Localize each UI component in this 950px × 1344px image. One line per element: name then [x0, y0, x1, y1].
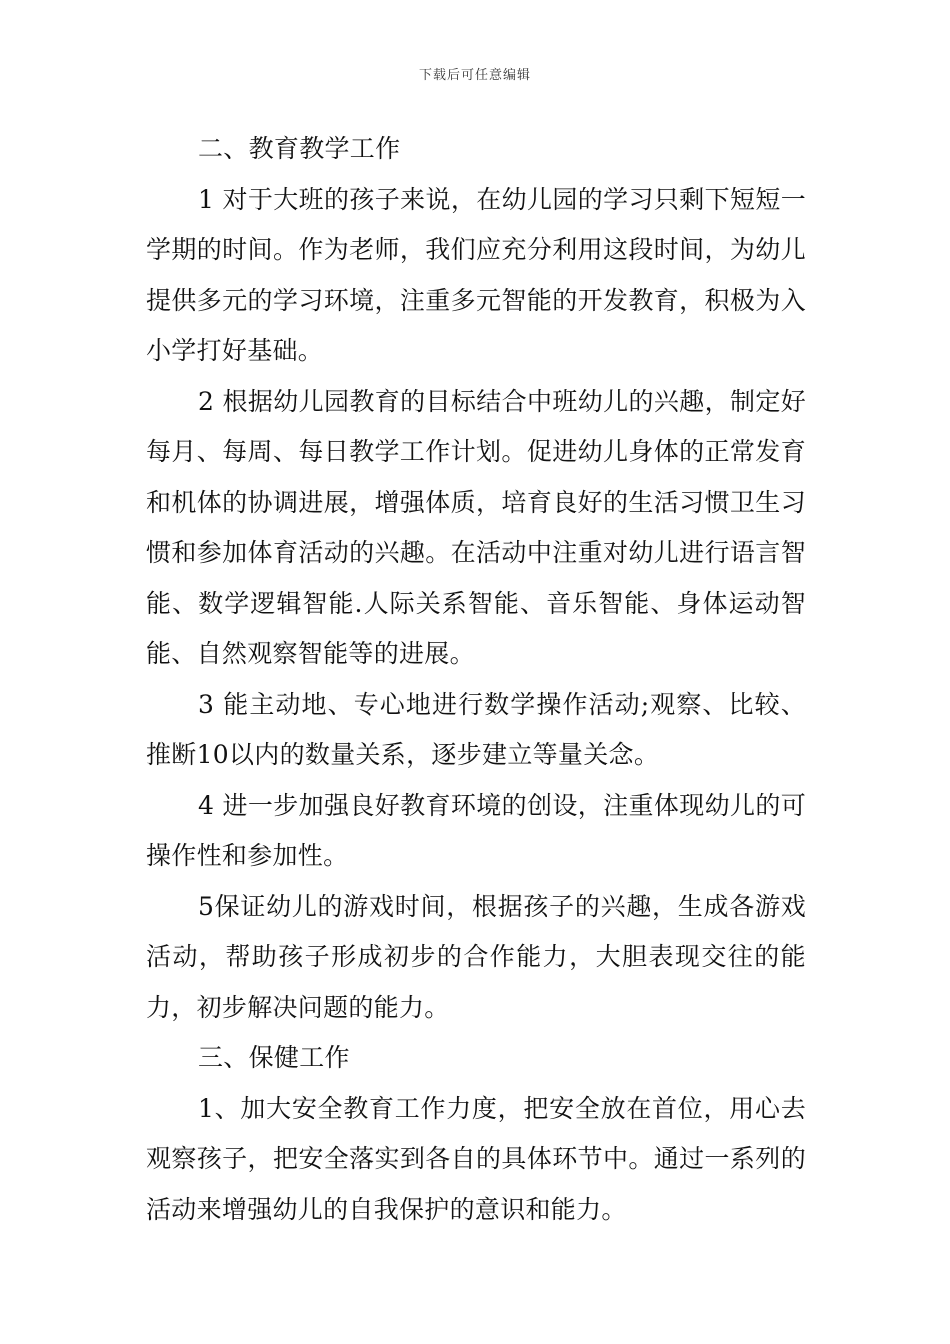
section-heading-health: 三、保健工作 — [198, 1043, 350, 1072]
paragraph-item-3: 3 能主动地、专心地进行数学操作活动;观察、比较、推断10以内的数量关系，逐步建立等量关念。 — [146, 689, 806, 769]
section-heading-education: 二、教育教学工作 — [198, 134, 401, 163]
paragraph-health-1: 1、加大安全教育工作力度，把安全放在首位，用心去观察孩子，把安全落实到各自的具体环节中。通过一系列的活动来增强幼儿的自我保护的意识和能力。 — [146, 1093, 806, 1224]
paragraph-item-2: 2 根据幼儿园教育的目标结合中班幼儿的兴趣，制定好每月、每周、每日教学工作计划。促进幼儿身体的正常发育和机体的协调进展，增强体质，培育良好的生活习惯卫生习惯和参加体育活动的兴趣。在活动中注重对幼儿进行语言智能、数学逻辑智能.人际关系智能、音乐智能、身体运动智能、自然观察智能等的进展。 — [146, 386, 806, 668]
header-note: 下载后可任意编辑 — [418, 68, 531, 83]
paragraph-item-1: 1 对于大班的孩子来说，在幼儿园的学习只剩下短短一学期的时间。作为老师，我们应充分利用这段时间，为幼儿提供多元的学习环境，注重多元智能的开发教育，积极为入小学打好基础。 — [146, 184, 806, 365]
document-body — [146, 124, 806, 1235]
paragraph-item-5: 5保证幼儿的游戏时间，根据孩子的兴趣，生成各游戏活动，帮助孩子形成初步的合作能力，大胆表现交往的能力，初步解决问题的能力。 — [146, 891, 806, 1022]
paragraph-item-4: 4 进一步加强良好教育环境的创设，注重体现幼儿的可操作性和参加性。 — [146, 790, 806, 870]
